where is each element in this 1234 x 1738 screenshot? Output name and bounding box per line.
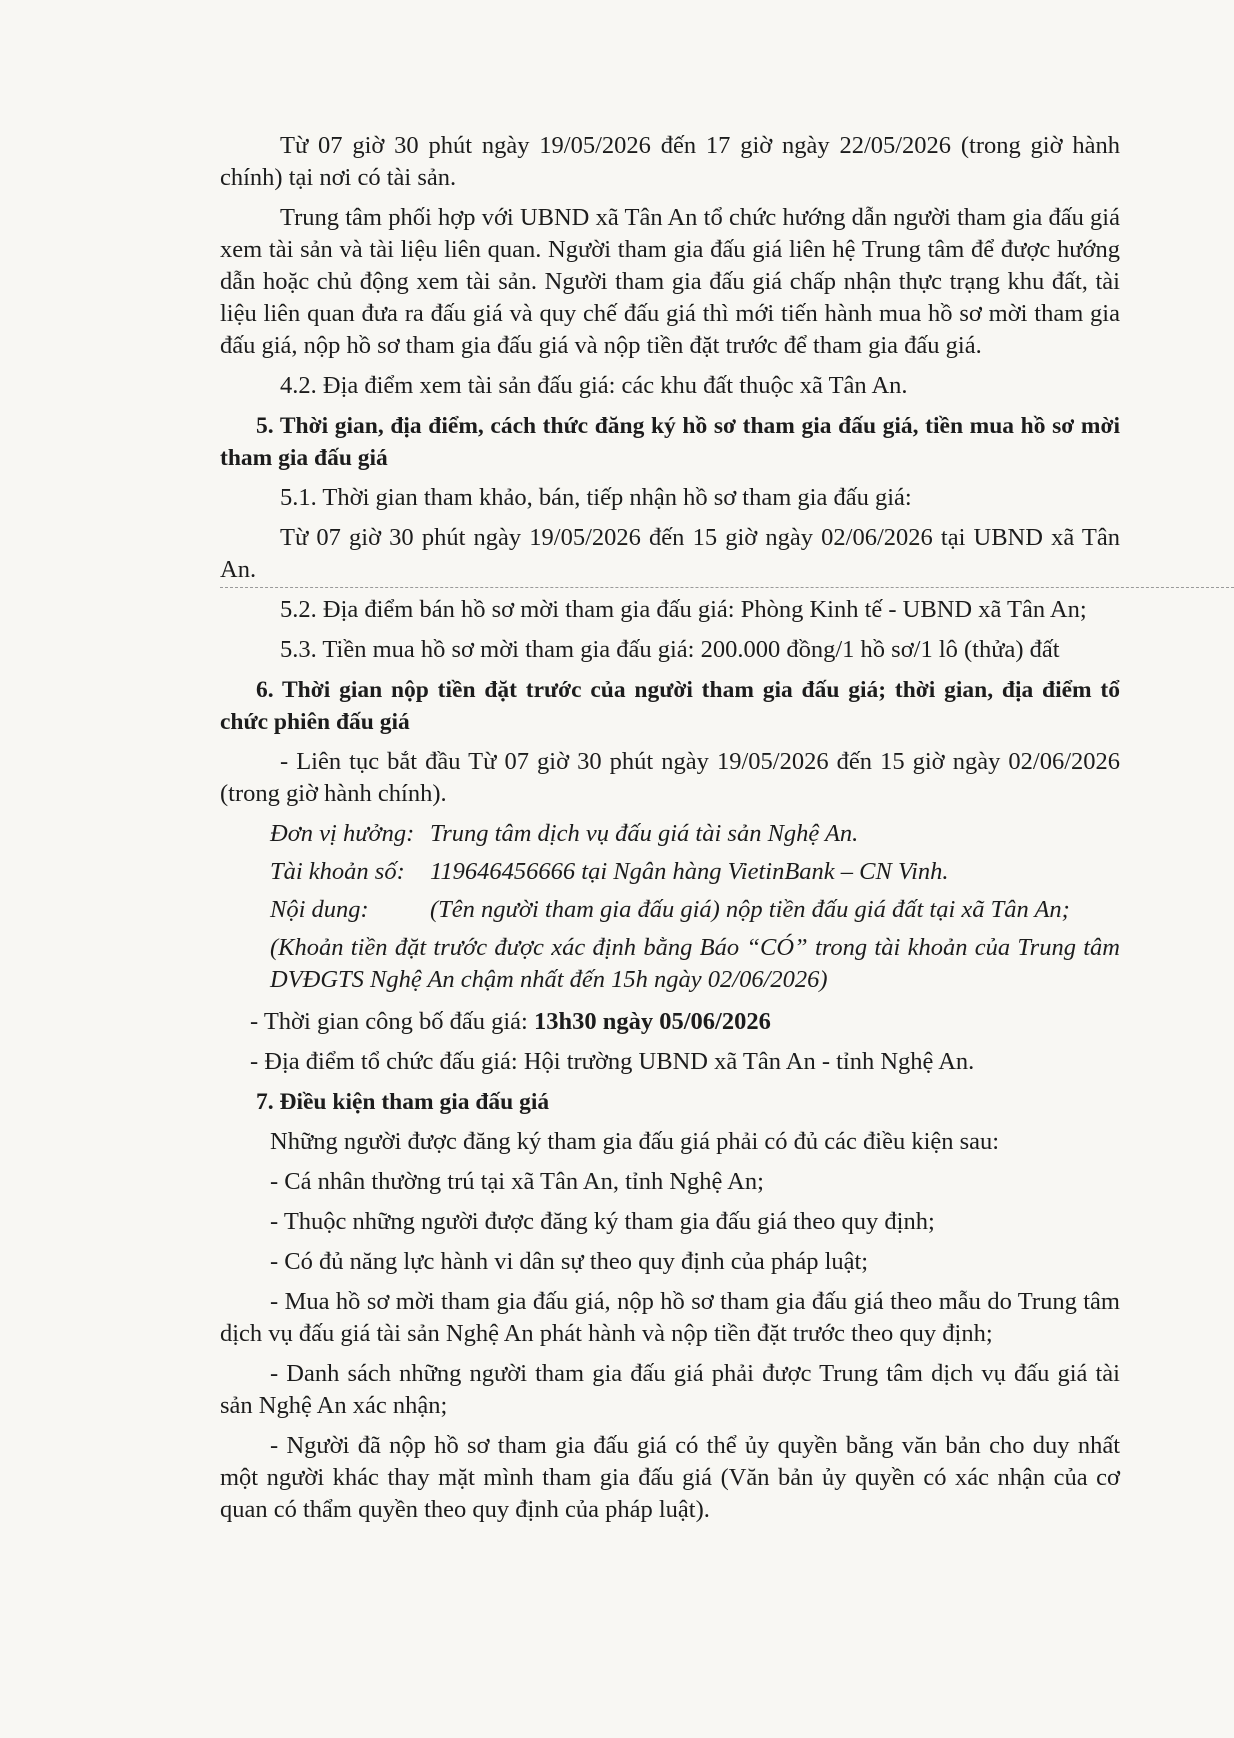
content-value: (Tên người tham gia đấu giá) nộp tiền đấu giá đất tại xã Tân An;	[430, 896, 1070, 923]
condition-dossier: - Mua hồ sơ mời tham gia đấu giá, nộp hồ sơ tham gia đấu giá theo mẫu do Trung tâm dịch vụ đấu giá tài sản Nghệ An phát hành và nộp tiền đặt trước theo quy định;	[220, 1288, 1120, 1347]
condition-residence: - Cá nhân thường trú tại xã Tân An, tỉnh Nghệ An;	[270, 1168, 764, 1195]
document-body	[220, 130, 1120, 1534]
beneficiary-value: Trung tâm dịch vụ đấu giá tài sản Nghệ An.	[430, 820, 859, 847]
section-5-1: 5.1. Thời gian tham khảo, bán, tiếp nhận hồ sơ tham gia đấu giá:	[280, 484, 912, 511]
announce-time	[220, 1006, 1120, 1038]
section-5-1-time: Từ 07 giờ 30 phút ngày 19/05/2026 đến 15 giờ ngày 02/06/2026 tại UBND xã Tân An.	[220, 524, 1120, 583]
condition-eligible: - Thuộc những người được đăng ký tham gia đấu giá theo quy định;	[270, 1208, 935, 1235]
condition-confirmed: - Danh sách những người tham gia đấu giá phải được Trung tâm dịch vụ đấu giá tài sản Nghệ An xác nhận;	[220, 1360, 1120, 1419]
deposit-note: (Khoản tiền đặt trước được xác định bằng Báo “CÓ” trong tài khoản của Trung tâm DVĐGTS Nghệ An chậm nhất đến 15h ngày 02/06/2026)	[270, 934, 1120, 993]
section-5-heading: 5. Thời gian, địa điểm, cách thức đăng ký hồ sơ tham gia đấu giá, tiền mua hồ sơ mời tham gia đấu giá	[220, 413, 1120, 471]
beneficiary-row	[220, 818, 1120, 850]
section-4-2: 4.2. Địa điểm xem tài sản đấu giá: các khu đất thuộc xã Tân An.	[280, 372, 908, 399]
announce-value: 13h30 ngày 05/06/2026	[534, 1008, 771, 1035]
conditions-intro: Những người được đăng ký tham gia đấu giá phải có đủ các điều kiện sau:	[270, 1128, 1000, 1155]
condition-capacity: - Có đủ năng lực hành vi dân sự theo quy định của pháp luật;	[270, 1248, 869, 1275]
account-row	[220, 856, 1120, 888]
beneficiary-label: Đơn vị hưởng:	[270, 820, 415, 847]
deposit-period: - Liên tục bắt đầu Từ 07 giờ 30 phút ngày 19/05/2026 đến 15 giờ ngày 02/06/2026 (trong giờ hành chính).	[220, 748, 1120, 807]
section-7-heading: 7. Điều kiện tham gia đấu giá	[256, 1089, 550, 1115]
condition-authorization: - Người đã nộp hồ sơ tham gia đấu giá có thể ủy quyền bằng văn bản cho duy nhất một người khác thay mặt mình tham gia đấu giá (Văn bản ủy quyền có xác nhận của cơ quan có thẩm quyền theo quy định của pháp luật).	[220, 1432, 1120, 1523]
section-5-3: 5.3. Tiền mua hồ sơ mời tham gia đấu giá: 200.000 đồng/1 hồ sơ/1 lô (thửa) đất	[280, 636, 1060, 663]
account-value: 119646456666 tại Ngân hàng VietinBank – CN Vinh.	[430, 858, 949, 885]
section-5-2: 5.2. Địa điểm bán hồ sơ mời tham gia đấu giá: Phòng Kinh tế - UBND xã Tân An;	[280, 596, 1087, 623]
account-label: Tài khoản số:	[270, 858, 405, 885]
content-label: Nội dung:	[270, 896, 369, 923]
visit-time-paragraph: Từ 07 giờ 30 phút ngày 19/05/2026 đến 17 giờ ngày 22/05/2026 (trong giờ hành chính) tại nơi có tài sản.	[220, 132, 1120, 191]
guidance-paragraph: Trung tâm phối hợp với UBND xã Tân An tổ chức hướng dẫn người tham gia đấu giá xem tài sản và tài liệu liên quan. Người tham gia đấu giá liên hệ Trung tâm để được hướng dẫn hoặc chủ động xem tài sản. Người tham gia đấu giá chấp nhận thực trạng khu đất, tài liệu liên quan đưa ra đấu giá và quy chế đấu giá thì mới tiến hành mua hồ sơ mời tham gia đấu giá, nộp hồ sơ tham gia đấu giá và nộp tiền đặt trước để tham gia đấu giá.	[220, 204, 1120, 359]
announce-label: - Thời gian công bố đấu giá:	[250, 1008, 534, 1035]
auction-location: - Địa điểm tổ chức đấu giá: Hội trường UBND xã Tân An - tỉnh Nghệ An.	[250, 1048, 975, 1075]
content-row	[220, 894, 1120, 926]
section-6-heading: 6. Thời gian nộp tiền đặt trước của người tham gia đấu giá; thời gian, địa điểm tổ chức phiên đấu giá	[220, 677, 1120, 735]
